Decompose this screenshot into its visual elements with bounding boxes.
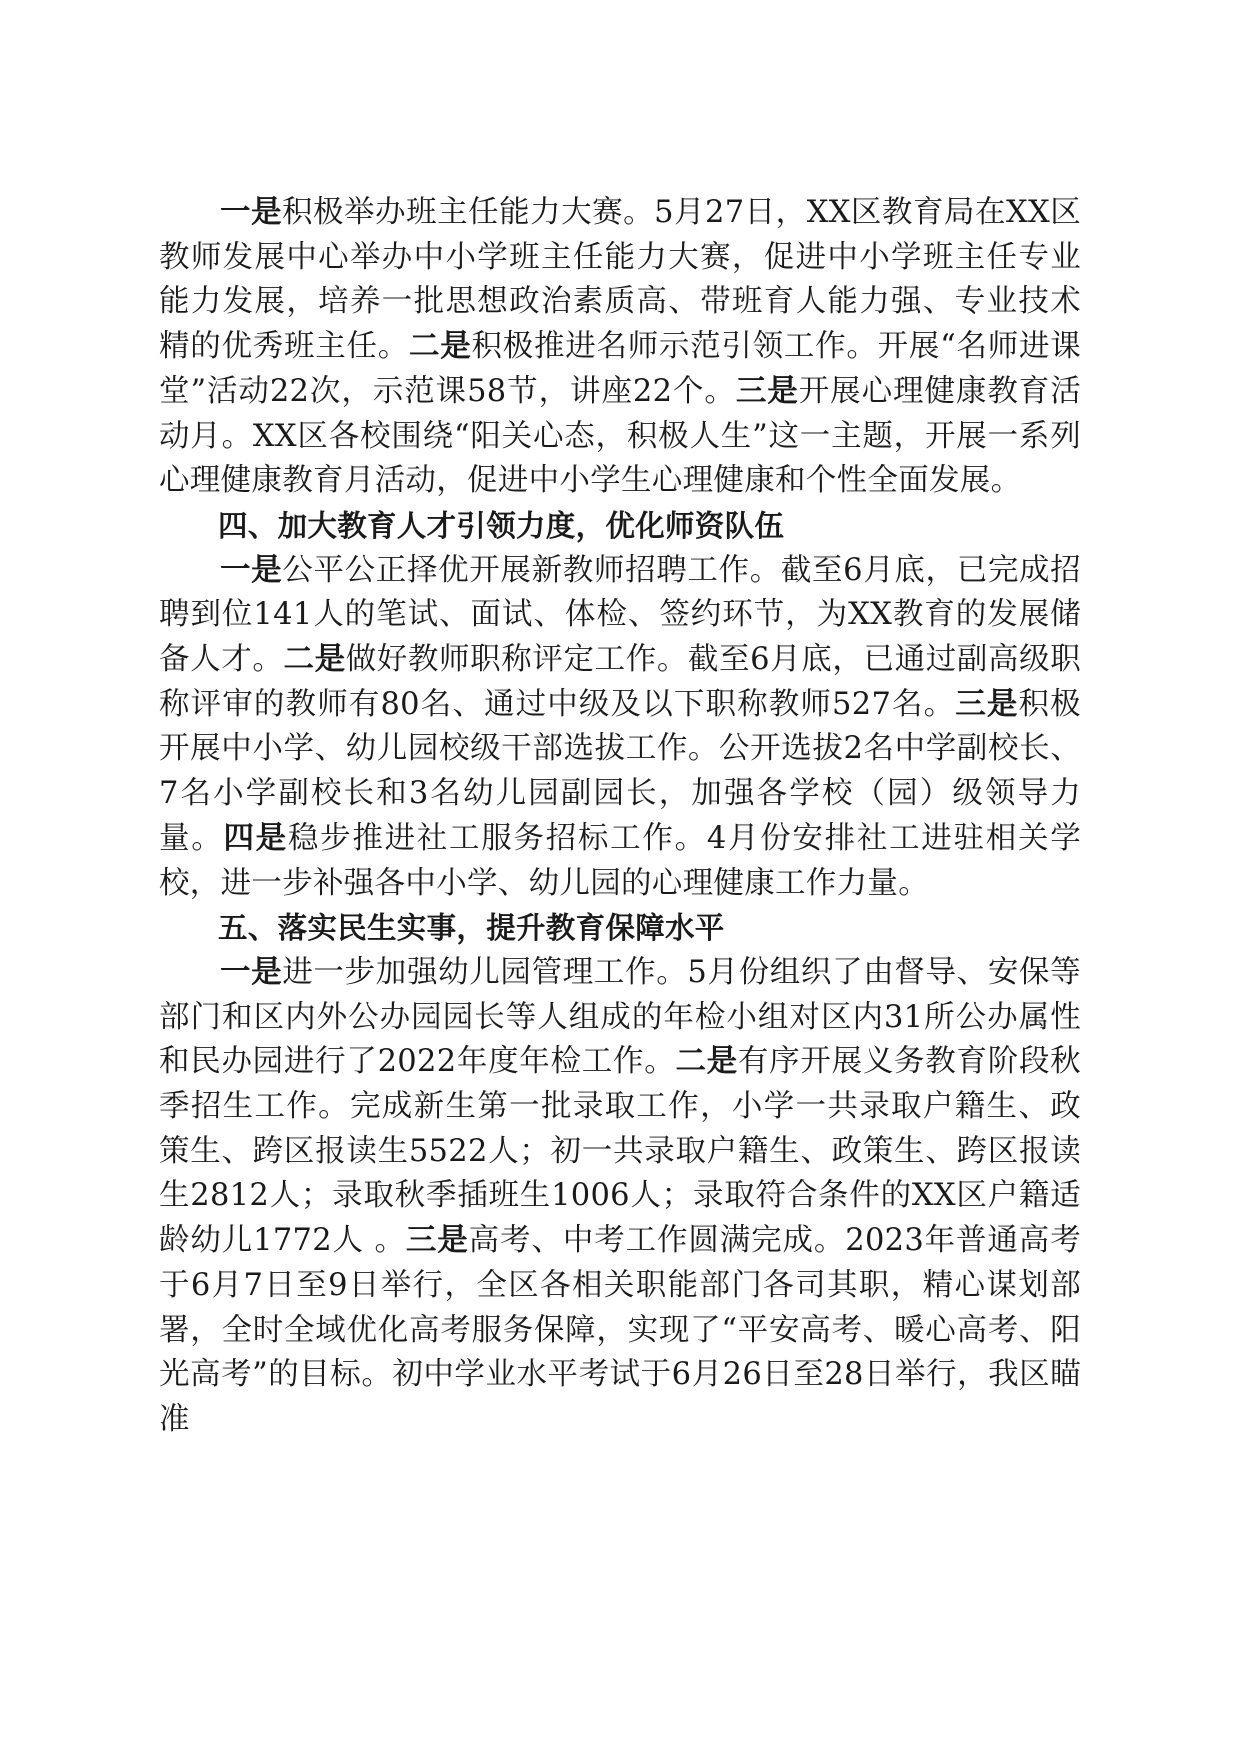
lead-phrase: 一是 <box>220 954 283 990</box>
paragraph-livelihood-work <box>159 951 1081 1443</box>
paragraph-text: 做好教师职称评定工作。截至6月底，已通过副高级职称评审的教师有80名、通过中级及以下职称教师527名。 <box>159 642 1081 722</box>
lead-phrase: 二是 <box>283 642 346 678</box>
lead-phrase: 一是 <box>220 552 283 588</box>
lead-phrase: 一是 <box>220 195 283 230</box>
paragraph-talent-work <box>159 549 1081 907</box>
paragraph-text: 积极开展中小学、幼儿园校级干部选拔工作。公开选拔2名中学副校长、7名小学副校长和3名幼儿园副园长，加强各学校（园）级领导力量。 <box>159 686 1081 856</box>
lead-phrase: 三是 <box>405 1223 469 1259</box>
document-page <box>159 191 1081 1443</box>
paragraph-text: 开展心理健康教育活动月。XX区各校围绕“阳关心态，积极人生”这一主题，开展一系列心理健康教育月活动，促进中小学生心理健康和个性全面发展。 <box>159 373 1082 499</box>
paragraph-text: 进一步加强幼儿园管理工作。5月份组织了由督导、安保等部门和区内外公办园园长等人组成的年检小组对区内31所公办属性和民办园进行了2022年度年检工作。 <box>159 954 1081 1080</box>
lead-phrase: 三是 <box>735 373 799 409</box>
section-heading-livelihood: 五、落实民生实事，提升教育保障水平 <box>218 911 725 946</box>
paragraph-text: 有序开展义务教育阶段秋季招生工作。完成新生第一批录取工作，小学一共录取户籍生、政策生、跨区报读生5522人；初一共录取户籍生、政策生、跨区报读生2812人；录取秋季插班生1006人；录取符合条件的XX区户籍适龄幼儿1772人 。 <box>159 1044 1081 1259</box>
lead-phrase: 四是 <box>223 820 288 856</box>
paragraph-text: 公平公正择优开展新教师招聘工作。截至6月底，已完成招聘到位141人的笔试、面试、体检、签约环节，为XX教育的发展储备人才。 <box>159 552 1081 678</box>
paragraph-text: 积极举办班主任能力大赛。5月27日，XX区教育局在XX区教师发展中心举办中小学班主任能力大赛，促进中小学班主任专业能力发展，培养一批思想政治素质高、带班育人能力强、专业技术精的优秀班主任。 <box>159 195 1082 365</box>
section-heading-talent: 四、加大教育人才引领力度，优化师资队伍 <box>218 508 785 543</box>
lead-phrase: 二是 <box>408 329 472 365</box>
paragraph-text: 稳步推进社工服务招标工作。4月份安排社工进驻相关学校，进一步补强各中小学、幼儿园的心理健康工作力量。 <box>159 820 1081 901</box>
lead-phrase: 三是 <box>955 686 1019 722</box>
paragraph-class-teacher-work <box>159 191 1081 504</box>
lead-phrase: 二是 <box>675 1044 738 1080</box>
paragraph-text: 高考、中考工作圆满完成。2023年普通高考于6月7日至9日举行，全区各相关职能部门各司其职，精心谋划部署，全时全域优化高考服务保障，实现了“平安高考、暖心高考、阳光高考”的目标。初中学业水平考试于6月26日至28日举行，我区瞄准 <box>159 1223 1081 1437</box>
paragraph-text: 积极推进名师示范引领工作。开展“名师进课堂”活动22次，示范课58节，讲座22个。 <box>159 329 1082 409</box>
